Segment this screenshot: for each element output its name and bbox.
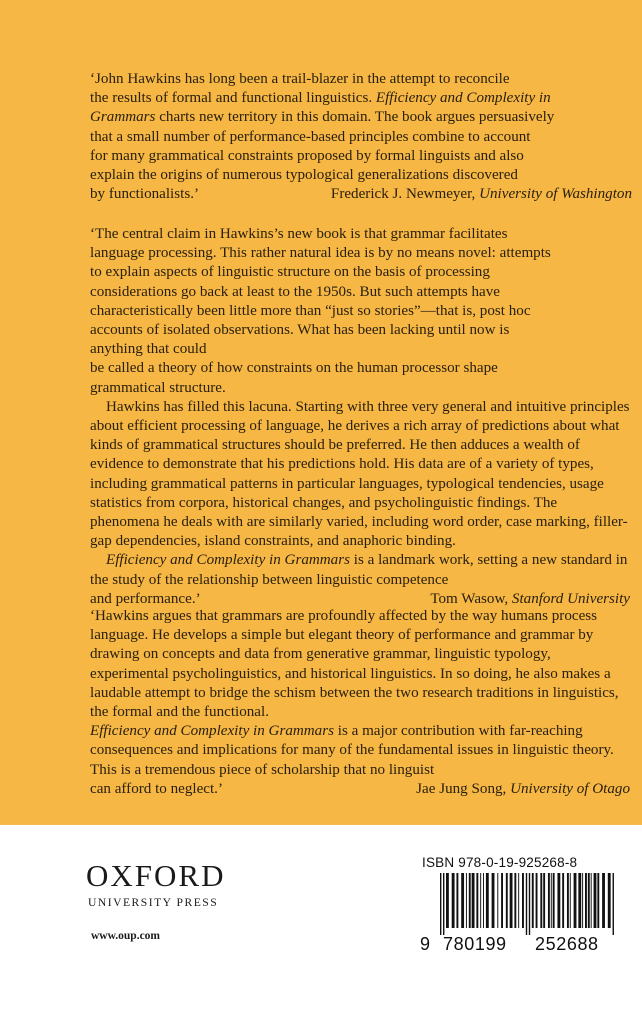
review-quote-wasow (90, 225, 630, 609)
attribution: Frederick J. Newmeyer, University of Washington (330, 186, 632, 203)
barcode-bar (440, 873, 441, 935)
quote-paragraph: Hawkins has filled this lacuna. Starting with three very general and intuitive principles about efficient processing of language, he derives a rich array of predictions about what kinds of grammatical structures should be preferred. He then adduces a wealth of evidence to demonstrate that his predictions hold. His data are of a variety of types, including grammatical patterns in particular languages, typological tendencies, usage statistics from corpora, historical changes, and psycholinguistic findings. The phenomena he deals with are similarly varied, including word order, case marking, filler-gap dependencies, island constraints, and anaphoric binding. (90, 398, 630, 550)
barcode-bar (506, 873, 508, 928)
barcode-bar (518, 873, 519, 928)
quote-paragraph: be called a theory of how constraints on the human processor shape grammatical structure. (90, 360, 498, 396)
barcode-bar (602, 873, 605, 928)
barcode-digits-right: 252688 (535, 934, 599, 954)
publisher-press-label: UNIVERSITY PRESS (88, 896, 219, 909)
barcode-bar (574, 873, 577, 928)
barcode-bar (472, 873, 475, 928)
barcode-bar (476, 873, 478, 928)
quote-paragraph: Efficiency and Complexity in Grammars is a major contribution with far-reaching consequences and implications for many of the fundamental issues in linguistic theory. This is a tremendous piece of scholarship that no linguist (90, 723, 614, 778)
barcode-bar (492, 873, 495, 928)
quote-line: that a small number of performance-based principles combine to account (90, 128, 531, 145)
barcode-bar (466, 873, 467, 928)
quote-line: for many grammatical constraints proposed by formal linguists and also (90, 147, 524, 164)
barcode-bar (529, 873, 530, 935)
barcode-bar (526, 873, 527, 935)
barcode-bar (452, 873, 455, 928)
book-title: Efficiency and Complexity in Grammars (106, 552, 350, 569)
barcode-bar (585, 873, 587, 928)
barcode-bar (486, 873, 489, 928)
barcode-bar (613, 873, 614, 935)
quote-line: explain the origins of numerous typological generalizations discovered (90, 167, 518, 184)
barcode-bar (446, 873, 449, 928)
barcode-bar (543, 873, 545, 928)
publisher-logo: OXFORD (86, 858, 226, 893)
barcode-bar (551, 873, 552, 928)
barcode-bar (553, 873, 555, 928)
barcode-digits-left: 780199 (443, 934, 507, 954)
attribution: Jae Jung Song, University of Otago (416, 780, 630, 797)
quote-last-line: and performance.’ Tom Wasow, Stanford University (90, 590, 630, 609)
barcode-bar (497, 873, 498, 928)
barcode-bar (461, 873, 464, 928)
barcode-bar (443, 873, 444, 935)
book-title: Efficiency and Complexity in Grammars (90, 723, 334, 740)
barcode-bar (567, 873, 569, 928)
barcode-bar (501, 873, 503, 928)
barcode-bar (594, 873, 597, 928)
quote-paragraph: ‘Hawkins argues that grammars are profoundly affected by the way humans process language. He develops a simple but elegant theory of performance and grammar by drawing on concepts and data from generative grammar, linguistic typology, experimental psycholinguistics, and historical linguistics. In so doing, he also makes a laudable attempt to bridge the schism between the two research traditions in linguistics, the formal and the functional. (90, 608, 619, 721)
barcode-bar (456, 873, 458, 928)
barcode-bar (582, 873, 583, 928)
publisher-website-link[interactable]: www.oup.com (91, 930, 161, 942)
review-quote-newmeyer (90, 70, 632, 204)
barcode-bar (548, 873, 550, 928)
barcode-bar (514, 873, 516, 928)
quote-last-line: by functionalists.’ Frederick J. Newmeyer, University of Washington (90, 185, 632, 204)
quote-line: ‘John Hawkins has long been a trail-blazer in the attempt to reconcile (90, 71, 510, 87)
barcode-icon (420, 873, 618, 935)
barcode-bar (591, 873, 592, 928)
barcode-bar (562, 873, 564, 928)
barcode-bar (522, 873, 524, 928)
barcode-bar (469, 873, 471, 928)
barcode-bar (540, 873, 542, 928)
barcode-bar (483, 873, 484, 928)
barcode-bar (588, 873, 590, 928)
quote-paragraph: ‘The central claim in Hawkins’s new book is that grammar facilitates language processing. This rather natural idea is by no means novel: attempts to explain aspects of linguistic structure on the basis of processing considerations go back at least to the 1950s. But such attempts have characteristically been little more than “just so stories”—that is, post hoc accounts of isolated observations. What has been lacking until now is anything that could (90, 226, 551, 358)
quote-line: the results of formal and functional linguistics. Efficiency and Complexity in (90, 90, 551, 107)
barcode-bar (570, 873, 571, 928)
barcode-bar (597, 873, 599, 928)
barcode-digit-lead: 9 (420, 934, 431, 954)
quote-line: Grammars charts new territory in this domain. The book argues persuasively (90, 109, 555, 126)
quote-paragraph: Efficiency and Complexity in Grammars is a landmark work, setting a new standard in the study of the relationship between linguistic competence (90, 552, 628, 588)
barcode-bar (578, 873, 581, 928)
book-title: Efficiency and Complexity in (375, 90, 551, 107)
barcode-bar (532, 873, 534, 928)
review-quote-song (90, 607, 630, 799)
barcode-bar (536, 873, 538, 928)
book-title: Grammars (90, 109, 156, 126)
barcode-bar (608, 873, 611, 928)
barcode-bar (557, 873, 560, 928)
isbn-label: ISBN 978-0-19-925268-8 (422, 855, 578, 870)
barcode-bar (480, 873, 481, 928)
quote-last-line: can afford to neglect.’ Jae Jung Song, University of Otago (90, 780, 630, 799)
barcode-bar (510, 873, 513, 928)
attribution: Tom Wasow, Stanford University (430, 590, 630, 607)
